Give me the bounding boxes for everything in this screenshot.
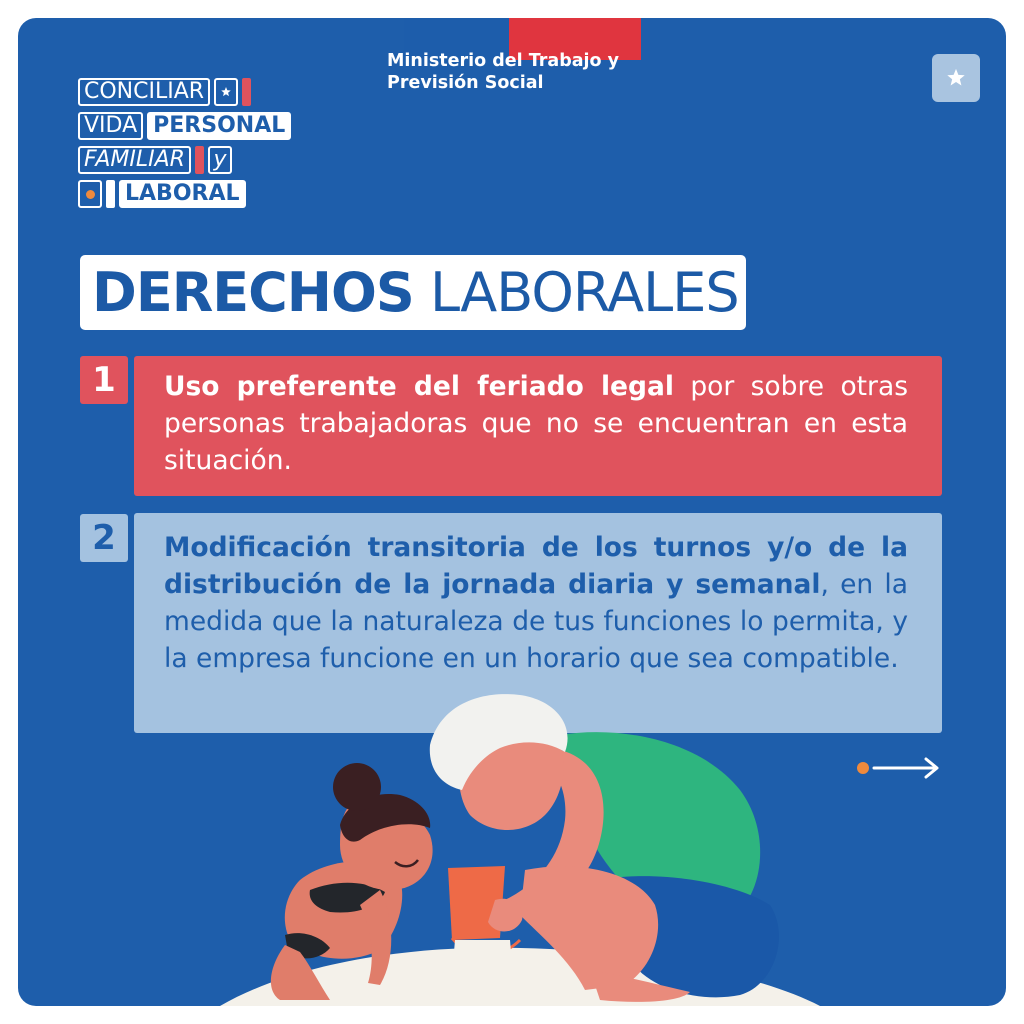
logo-star-box	[214, 78, 238, 106]
star-icon	[945, 67, 967, 89]
logo-word-y: y	[208, 146, 232, 174]
logo-word-familiar: FAMILIAR	[78, 146, 191, 174]
ministry-line-1: Ministerio del Trabajo y	[387, 51, 620, 71]
right-item-1-text	[164, 368, 908, 479]
item-number-2: 2	[80, 514, 128, 562]
title-bold: DERECHOS	[92, 261, 414, 324]
ministry-line-2: Previsión Social	[387, 73, 544, 93]
logo-word-personal: PERSONAL	[147, 112, 291, 140]
page-title	[92, 263, 739, 323]
item-number-1: 1	[80, 356, 128, 404]
right-item-2-text	[164, 529, 908, 677]
right-item-1-bold: Uso preferente del feriado legal	[164, 371, 674, 402]
logo-dot-box	[78, 180, 102, 208]
orange-dot	[86, 190, 95, 199]
right-item-2	[134, 513, 942, 733]
arrow-right-icon[interactable]	[856, 756, 942, 780]
right-item-2-rest: , en la medida que la naturaleza de tus funciones lo permita, y la empresa funcione en un horario que sea compatible.	[164, 569, 908, 674]
logo-word-vida: VIDA	[78, 112, 143, 140]
logo-word-conciliar: CONCILIAR	[78, 78, 210, 106]
title-box	[80, 255, 746, 330]
star-badge	[932, 54, 980, 102]
logo-red-bar	[242, 78, 251, 106]
small-star-icon	[220, 86, 232, 98]
right-item-1	[134, 356, 942, 496]
logo-word-laboral: LABORAL	[119, 180, 246, 208]
ministry-name	[387, 50, 619, 94]
title-light: LABORALES	[429, 261, 739, 324]
right-item-1-rest: por sobre otras personas trabajadoras que no se encuentran en esta situación.	[164, 371, 908, 476]
logo-red-bar-2	[195, 146, 204, 174]
logo-white-bar	[106, 180, 115, 208]
right-item-2-bold: Modificación transitoria de los turnos y/o de la distribución de la jornada diaria y semanal	[164, 532, 908, 600]
